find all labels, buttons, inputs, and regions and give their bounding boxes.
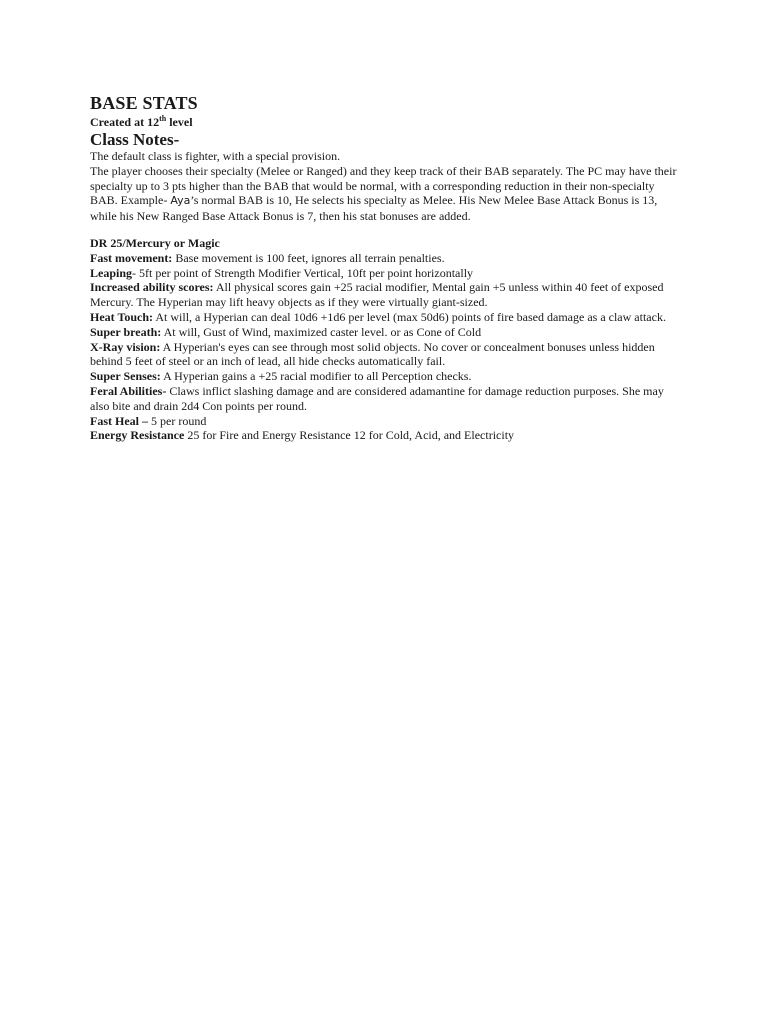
feature-name: Super breath: (90, 324, 162, 339)
feature-text: At will, Gust of Wind, maximized caster level. or as Cone of Cold (161, 324, 482, 339)
feature-text: A Hyperian gains a +25 racial modifier to all Perception checks. (160, 369, 472, 384)
created-level-note (90, 114, 680, 130)
feature-name: Heat Touch: (90, 309, 154, 324)
feature-name: Fast Heal – (90, 413, 148, 428)
feature-name: Leaping (90, 265, 133, 280)
class-notes-paragraph (90, 164, 680, 224)
feature-name: X-Ray vision: (90, 339, 161, 354)
feature-name: Fast movement: (90, 250, 173, 265)
feature-text: At will, a Hyperian can deal 10d6 +1d6 per level (max 50d6) points of fire based damage as a claw attack. (153, 309, 666, 324)
feature-text: 5 per round (148, 413, 207, 428)
document-page (90, 92, 680, 443)
class-notes-intro: The default class is fighter, with a special provision. (90, 149, 341, 163)
feature-item (90, 384, 680, 414)
class-notes-text-2: ’s normal BAB is 10, He selects his specialty as Melee. His New Melee Base Attack Bonus is 13, while his New Ranged Base Attack Bonus is 7, then his stat bonuses are added. (90, 193, 658, 224)
feature-item (90, 266, 680, 281)
feature-item (90, 428, 680, 443)
features-list (90, 236, 680, 443)
feature-text: - 5ft per point of Strength Modifier Vertical, 10ft per point horizontally (132, 265, 474, 280)
feature-item (90, 310, 680, 325)
feature-name: DR 25/Mercury or Magic (90, 235, 220, 250)
feature-text: A Hyperian's eyes can see through most solid objects. No cover or concealment bonuses unless hidden behind 5 feet of steel or an inch of lead, all hide checks automatically fail. (90, 339, 655, 369)
created-ordinal-suffix: th (159, 114, 167, 123)
feature-name: Increased ability scores: (90, 280, 214, 295)
character-name: Aya (170, 194, 191, 208)
feature-name: Energy Resistance (90, 428, 185, 443)
class-notes-heading: Class Notes- (90, 130, 180, 149)
class-notes-text-1: The player chooses their specialty (Melee or Ranged) and they keep track of their BAB separately. The PC may have their specialty up to 3 pts higher than the BAB that would be normal, with a corresponding reduction in their non-specialty BAB. Example- (90, 163, 677, 208)
created-prefix: Created at 12 (90, 115, 160, 129)
feature-item (90, 325, 680, 340)
feature-text: Base movement is 100 feet, ignores all terrain penalties. (172, 250, 445, 265)
feature-text: Claws inflict slashing damage and are considered adamantine for damage reduction purposes. She may also bite and drain 2d4 Con points per round. (90, 383, 664, 413)
feature-item (90, 236, 680, 251)
feature-text: 25 for Fire and Energy Resistance 12 for Cold, Acid, and Electricity (184, 428, 515, 443)
feature-name: Super Senses: (90, 369, 161, 384)
feature-name: Feral Abilities- (90, 383, 167, 398)
document-title: BASE STATS (90, 93, 198, 113)
feature-text: All physical scores gain +25 racial modifier, Mental gain +5 unless within 40 feet of exposed Mercury. The Hyperian may lift heavy objects as if they were virtually giant-sized. (90, 280, 664, 310)
feature-item (90, 251, 680, 266)
feature-item (90, 369, 680, 384)
feature-item (90, 414, 680, 429)
created-suffix: level (166, 115, 193, 129)
feature-item (90, 280, 680, 310)
feature-item (90, 340, 680, 370)
